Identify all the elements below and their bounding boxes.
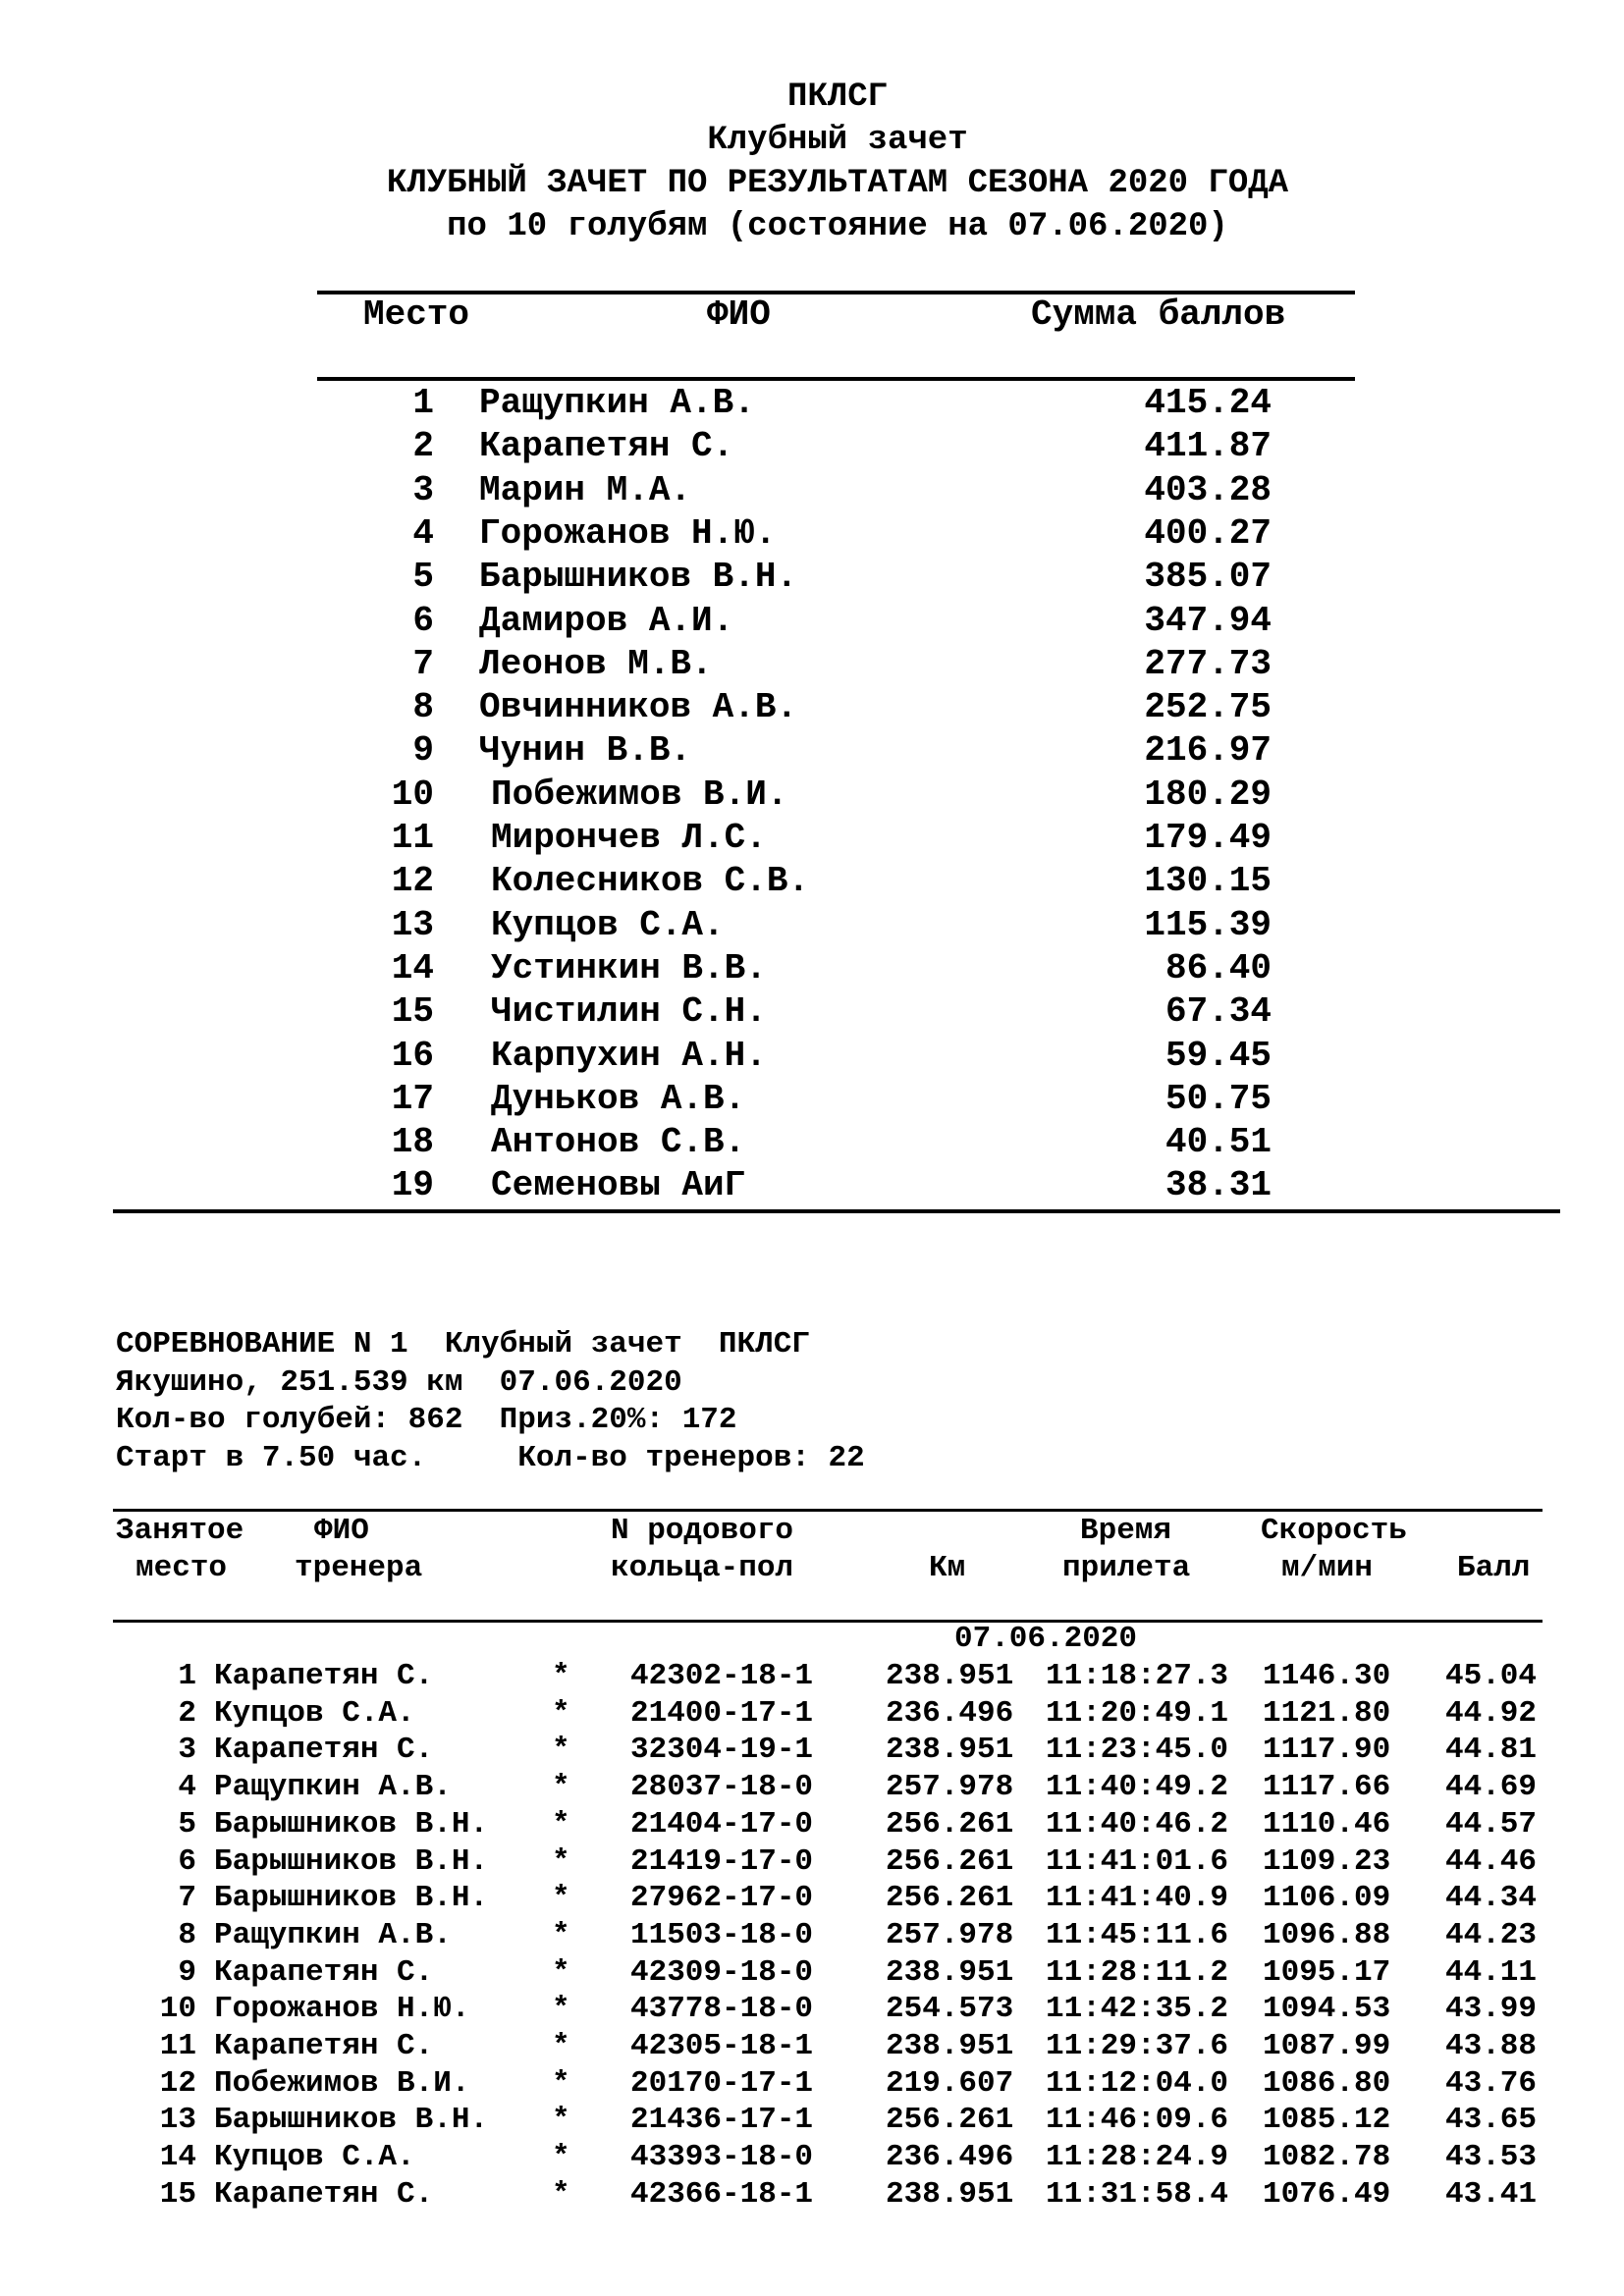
comp-row-time: 11:29:37.6 [1046, 2029, 1229, 2063]
comp-row-place: 14 [159, 2140, 196, 2175]
comp-row-name: Ращупкин А.В. [214, 1917, 452, 1952]
report-title-sub: по 10 голубям (состояние на 07.06.2020) [447, 208, 1228, 245]
comp-col-name-header-2: тренера [295, 1551, 423, 1585]
comp-row-speed: 1094.53 [1263, 1992, 1391, 2027]
season-row-score: 50.75 [1164, 1078, 1272, 1119]
season-col-score-header: Сумма баллов [1031, 294, 1286, 335]
comp-row-name: Карапетян С. [214, 2029, 434, 2063]
comp-row-points: 44.11 [1445, 1954, 1538, 1990]
comp-row-km: 256.261 [886, 1881, 1014, 1916]
comp-row-speed: 1076.49 [1263, 2176, 1391, 2212]
comp-row-time: 11:40:49.2 [1046, 1770, 1229, 1805]
comp-row-speed: 1146.30 [1263, 1659, 1391, 1693]
comp-row-km: 238.951 [886, 1954, 1014, 1990]
comp-row-time: 11:42:35.2 [1046, 1992, 1229, 2027]
report-title-org: ПКЛСГ [786, 79, 889, 116]
comp-row-km: 238.951 [886, 1733, 1014, 1768]
comp-row-name: Барышников В.Н. [214, 1806, 489, 1842]
report-title-type: Клубный зачет [707, 122, 968, 159]
comp-col-speed-header-2: м/мин [1281, 1551, 1374, 1585]
comp-row-mark: * [552, 1770, 570, 1805]
season-row-score: 385.07 [1144, 557, 1272, 598]
season-row-name: Дамиров А.И. [479, 600, 734, 641]
comp-row-km: 238.951 [886, 2176, 1014, 2212]
comp-row-mark: * [552, 2103, 570, 2138]
season-row-place: 1 [412, 383, 434, 423]
comp-row-place: 12 [159, 2065, 196, 2101]
comp-row-name: Побежимов В.И. [214, 2065, 470, 2101]
season-row-score: 400.27 [1144, 512, 1272, 554]
comp-row-name: Карапетян С. [214, 1954, 434, 1990]
comp-row-ring: 42305-18-1 [630, 2029, 814, 2063]
comp-row-mark: * [552, 1659, 570, 1693]
season-table-bottom-rule [113, 1209, 1560, 1213]
comp-row-speed: 1096.88 [1263, 1917, 1391, 1952]
comp-row-time: 11:46:09.6 [1046, 2103, 1229, 2138]
comp-col-points-header: Балл [1457, 1551, 1531, 1585]
comp-row-speed: 1117.66 [1263, 1770, 1391, 1805]
season-row-score: 216.97 [1144, 730, 1272, 772]
comp-row-speed: 1110.46 [1263, 1806, 1391, 1842]
comp-row-km: 256.261 [886, 1806, 1014, 1842]
season-row-name: Чистилин С.Н. [491, 991, 767, 1033]
comp-row-time: 11:31:58.4 [1046, 2176, 1229, 2212]
comp-row-ring: 43778-18-0 [630, 1992, 814, 2027]
comp-row-place: 9 [178, 1954, 196, 1990]
season-row-score: 86.40 [1164, 947, 1272, 988]
comp-row-mark: * [552, 2065, 570, 2101]
comp-row-ring: 42309-18-0 [630, 1954, 814, 1990]
season-row-name: Дуньков А.В. [491, 1078, 746, 1119]
comp-col-place-header-1: Занятое [116, 1514, 244, 1548]
comp-row-points: 44.23 [1445, 1917, 1538, 1952]
season-row-name: Колесников С.В. [491, 861, 810, 902]
comp-row-place: 1 [178, 1659, 196, 1693]
comp-row-time: 11:23:45.0 [1046, 1733, 1229, 1768]
comp-row-time: 11:28:24.9 [1046, 2140, 1229, 2175]
season-row-score: 277.73 [1144, 643, 1272, 684]
comp-row-speed: 1121.80 [1263, 1695, 1391, 1731]
comp-row-ring: 43393-18-0 [630, 2140, 814, 2175]
comp-row-place: 11 [159, 2029, 196, 2063]
comp-row-points: 44.81 [1445, 1733, 1538, 1768]
comp-row-time: 11:40:46.2 [1046, 1806, 1229, 1842]
comp-row-speed: 1082.78 [1263, 2140, 1391, 2175]
comp-row-points: 44.92 [1445, 1695, 1538, 1731]
comp-row-points: 44.69 [1445, 1770, 1538, 1805]
season-row-score: 179.49 [1144, 818, 1272, 858]
comp-row-mark: * [552, 1992, 570, 2027]
comp-row-mark: * [552, 1806, 570, 1842]
comp-col-time-header-2: прилета [1062, 1551, 1191, 1585]
season-row-place: 9 [412, 730, 434, 772]
season-row-place: 10 [391, 774, 434, 815]
season-row-place: 12 [391, 861, 434, 902]
comp-row-place: 8 [178, 1917, 196, 1952]
comp-row-name: Горожанов Н.Ю. [214, 1992, 470, 2027]
comp-row-mark: * [552, 1843, 570, 1879]
comp-row-ring: 42302-18-1 [630, 1659, 814, 1693]
season-row-score: 115.39 [1144, 904, 1272, 945]
comp-row-km: 236.496 [886, 2140, 1014, 2175]
comp-row-km: 254.573 [886, 1992, 1014, 2027]
comp-row-points: 43.41 [1445, 2176, 1538, 2212]
season-row-name: Чунин В.В. [479, 730, 692, 772]
season-row-name: Карпухин А.Н. [491, 1035, 767, 1076]
comp-row-place: 3 [178, 1733, 196, 1768]
season-row-name: Карапетян С. [479, 426, 734, 467]
comp-row-points: 44.46 [1445, 1843, 1538, 1879]
comp-row-mark: * [552, 1954, 570, 1990]
comp-row-time: 11:45:11.6 [1046, 1917, 1229, 1952]
season-row-name: Овчинников А.В. [479, 687, 798, 728]
season-row-score: 40.51 [1164, 1122, 1272, 1163]
season-row-score: 59.45 [1164, 1035, 1272, 1076]
comp-row-ring: 28037-18-0 [630, 1770, 814, 1805]
comp-row-ring: 27962-17-0 [630, 1881, 814, 1916]
competition-info-line: Старт в 7.50 час. Кол-во тренеров: 22 [116, 1440, 865, 1475]
comp-row-mark: * [552, 2029, 570, 2063]
comp-row-name: Барышников В.Н. [214, 1843, 489, 1879]
comp-row-mark: * [552, 1695, 570, 1731]
comp-row-place: 13 [159, 2103, 196, 2138]
comp-row-km: 236.496 [886, 1695, 1014, 1731]
season-col-name-header: ФИО [707, 294, 771, 335]
comp-row-place: 15 [159, 2176, 196, 2212]
comp-row-name: Карапетян С. [214, 2176, 434, 2212]
season-row-score: 415.24 [1144, 383, 1272, 423]
comp-row-km: 257.978 [886, 1917, 1014, 1952]
season-row-place: 14 [391, 947, 434, 988]
comp-row-points: 45.04 [1445, 1659, 1538, 1693]
comp-row-name: Карапетян С. [214, 1733, 434, 1768]
season-row-place: 5 [412, 557, 434, 598]
season-table-header-rule [317, 377, 1355, 381]
comp-row-points: 43.76 [1445, 2065, 1538, 2101]
season-row-score: 38.31 [1164, 1165, 1272, 1206]
season-row-place: 3 [412, 469, 434, 510]
comp-row-ring: 21404-17-0 [630, 1806, 814, 1842]
season-col-place-header: Место [363, 294, 470, 335]
comp-row-ring: 42366-18-1 [630, 2176, 814, 2212]
comp-row-ring: 20170-17-1 [630, 2065, 814, 2101]
season-row-place: 15 [391, 991, 434, 1033]
comp-row-name: Купцов С.А. [214, 2140, 415, 2175]
season-row-name: Устинкин В.В. [491, 947, 767, 988]
comp-row-km: 256.261 [886, 2103, 1014, 2138]
comp-row-speed: 1117.90 [1263, 1733, 1391, 1768]
comp-row-mark: * [552, 1733, 570, 1768]
comp-row-km: 256.261 [886, 1843, 1014, 1879]
comp-row-points: 44.57 [1445, 1806, 1538, 1842]
comp-row-time: 11:41:40.9 [1046, 1881, 1229, 1916]
comp-row-points: 43.65 [1445, 2103, 1538, 2138]
comp-row-place: 2 [178, 1695, 196, 1731]
comp-row-place: 5 [178, 1806, 196, 1842]
competition-info-line: СОРЕВНОВАНИЕ N 1 Клубный зачет ПКЛСГ [116, 1327, 810, 1362]
comp-col-place-header-2: место [135, 1551, 228, 1585]
season-row-place: 7 [412, 643, 434, 684]
comp-row-mark: * [552, 2176, 570, 2212]
season-row-place: 2 [412, 426, 434, 467]
comp-row-mark: * [552, 1917, 570, 1952]
season-row-score: 347.94 [1144, 600, 1272, 641]
season-row-score: 411.87 [1144, 426, 1272, 467]
comp-row-mark: * [552, 2140, 570, 2175]
comp-row-name: Ращупкин А.В. [214, 1770, 452, 1805]
season-row-name: Семеновы АиГ [491, 1165, 746, 1206]
comp-row-points: 43.88 [1445, 2029, 1538, 2063]
comp-row-place: 10 [159, 1992, 196, 2027]
comp-row-time: 11:20:49.1 [1046, 1695, 1229, 1731]
season-row-place: 17 [391, 1078, 434, 1119]
competition-date-label: 07.06.2020 [953, 1622, 1138, 1656]
season-row-name: Мирончев Л.С. [491, 818, 767, 858]
comp-row-speed: 1095.17 [1263, 1954, 1391, 1990]
competition-info-line: Кол-во голубей: 862 Приз.20%: 172 [116, 1403, 737, 1437]
comp-row-time: 11:28:11.2 [1046, 1954, 1229, 1990]
competition-table-top-rule [113, 1509, 1543, 1512]
comp-row-ring: 21419-17-0 [630, 1843, 814, 1879]
season-row-name: Побежимов В.И. [491, 774, 788, 815]
comp-row-ring: 21400-17-1 [630, 1695, 814, 1731]
comp-row-place: 4 [178, 1770, 196, 1805]
comp-row-time: 11:18:27.3 [1046, 1659, 1229, 1693]
season-row-place: 13 [391, 904, 434, 945]
comp-row-mark: * [552, 1881, 570, 1916]
competition-info-line: Якушино, 251.539 км 07.06.2020 [116, 1364, 682, 1400]
season-row-place: 11 [391, 818, 434, 858]
comp-col-ring-header-2: кольца-пол [611, 1551, 794, 1585]
comp-row-points: 43.99 [1445, 1992, 1538, 2027]
season-row-score: 67.34 [1164, 991, 1272, 1033]
comp-row-ring: 32304-19-1 [630, 1733, 814, 1768]
comp-row-name: Барышников В.Н. [214, 2103, 489, 2138]
season-row-place: 19 [391, 1165, 434, 1206]
season-row-name: Марин М.А. [479, 469, 692, 510]
competition-table-header-rule [113, 1620, 1543, 1623]
season-row-name: Ращупкин А.В. [479, 383, 755, 423]
season-row-score: 403.28 [1144, 469, 1272, 510]
comp-row-speed: 1086.80 [1263, 2065, 1391, 2101]
season-row-place: 6 [412, 600, 434, 641]
comp-row-km: 219.607 [886, 2065, 1014, 2101]
comp-row-name: Барышников В.Н. [214, 1881, 489, 1916]
comp-row-ring: 11503-18-0 [630, 1917, 814, 1952]
season-row-name: Барышников В.Н. [479, 557, 798, 598]
comp-row-name: Купцов С.А. [214, 1695, 415, 1731]
comp-col-speed-header-1: Скорость [1261, 1514, 1407, 1548]
season-row-score: 252.75 [1144, 687, 1272, 728]
comp-row-speed: 1106.09 [1263, 1881, 1391, 1916]
comp-row-time: 11:41:01.6 [1046, 1843, 1229, 1879]
season-row-name: Леонов М.В. [479, 643, 713, 684]
season-row-name: Горожанов Н.Ю. [479, 512, 777, 554]
season-row-name: Купцов С.А. [491, 904, 725, 945]
comp-col-km-header: Км [929, 1551, 966, 1585]
comp-row-place: 6 [178, 1843, 196, 1879]
comp-row-speed: 1087.99 [1263, 2029, 1391, 2063]
season-row-place: 8 [412, 687, 434, 728]
comp-col-name-header-1: ФИО [314, 1514, 369, 1548]
comp-row-speed: 1109.23 [1263, 1843, 1391, 1879]
season-row-place: 16 [391, 1035, 434, 1076]
season-row-score: 180.29 [1144, 774, 1272, 815]
season-row-name: Антонов С.В. [491, 1122, 746, 1163]
season-row-score: 130.15 [1144, 861, 1272, 902]
comp-row-points: 44.34 [1445, 1881, 1538, 1916]
comp-row-name: Карапетян С. [214, 1659, 434, 1693]
comp-col-ring-header-1: N родового [611, 1514, 794, 1548]
comp-row-km: 238.951 [886, 1659, 1014, 1693]
comp-row-points: 43.53 [1445, 2140, 1538, 2175]
comp-col-time-header-1: Время [1080, 1514, 1172, 1548]
season-row-place: 4 [412, 512, 434, 554]
report-title-main: КЛУБНЫЙ ЗАЧЕТ ПО РЕЗУЛЬТАТАМ СЕЗОНА 2020 ГОДА [386, 165, 1289, 202]
comp-row-km: 257.978 [886, 1770, 1014, 1805]
comp-row-ring: 21436-17-1 [630, 2103, 814, 2138]
comp-row-speed: 1085.12 [1263, 2103, 1391, 2138]
comp-row-place: 7 [178, 1881, 196, 1916]
comp-row-time: 11:12:04.0 [1046, 2065, 1229, 2101]
comp-row-km: 238.951 [886, 2029, 1014, 2063]
season-row-place: 18 [391, 1122, 434, 1163]
